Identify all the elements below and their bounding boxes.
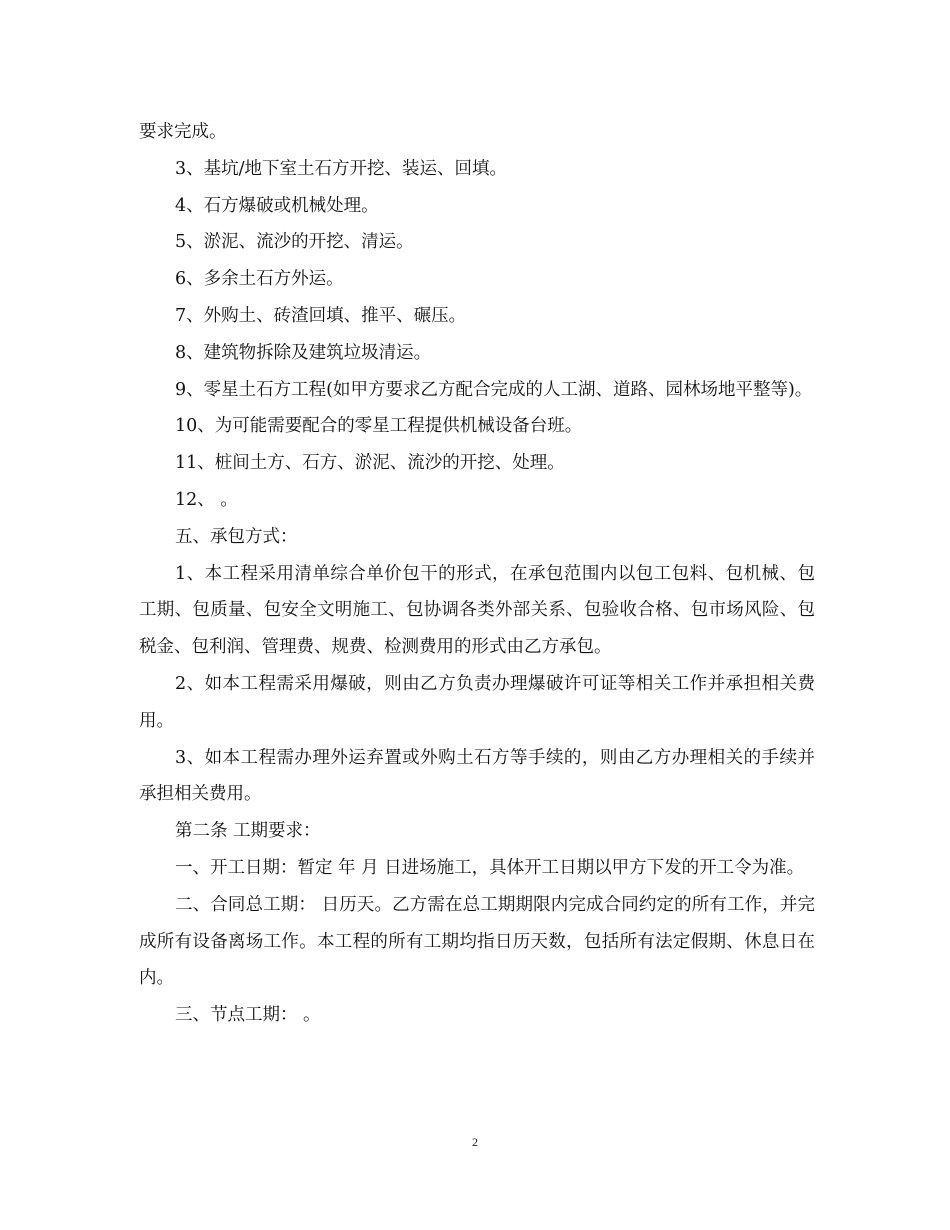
paragraph: 10、为可能需要配合的零星工程提供机械设备台班。 <box>175 416 583 437</box>
paragraph: 第二条 工期要求： <box>175 821 321 842</box>
paragraph: 9、零星土石方工程(如甲方要求乙方配合完成的人工湖、道路、园林场地平整等)。 <box>175 379 813 400</box>
paragraph: 一、开工日期：暂定 年 月 日进场施工，具体开工日期以甲方下发的开工令为准。 <box>175 857 805 878</box>
paragraph: 4、石方爆破或机械处理。 <box>175 195 379 216</box>
paragraph: 7、外购土、砖渣回填、推平、碾压。 <box>175 305 467 326</box>
paragraph: 二、合同总工期： 日历天。乙方需在总工期期限内完成合同约定的所有工作，并完成所有设备离场工作。本工程的所有工期均指日历天数，包括所有法定假期、休息日在内。 <box>139 894 815 989</box>
paragraph: 11、桩间土方、石方、淤泥、流沙的开挖、处理。 <box>175 453 565 474</box>
paragraph: 3、基坑/地下室土石方开挖、装运、回填。 <box>175 158 508 179</box>
document-body <box>139 114 815 1034</box>
paragraph: 3、如本工程需办理外运弃置或外购土石方等手续的，则由乙方办理相关的手续并承担相关费用。 <box>139 747 815 805</box>
paragraph: 1、本工程采用清单综合单价包干的形式，在承包范围内以包工包料、包机械、包工期、包质量、包安全文明施工、包协调各类外部关系、包验收合格、包市场风险、包税金、包利润、管理费、规费、检测费用的形式由乙方承包。 <box>139 563 815 658</box>
paragraph: 6、多余土石方外运。 <box>175 269 344 290</box>
paragraph: 2、如本工程需采用爆破，则由乙方负责办理爆破许可证等相关工作并承担相关费用。 <box>139 673 815 731</box>
paragraph: 要求完成。 <box>139 122 227 142</box>
paragraph: 12、 。 <box>175 489 238 510</box>
paragraph: 5、淤泥、流沙的开挖、清运。 <box>175 232 414 253</box>
page-number: 2 <box>472 1135 478 1149</box>
paragraph: 三、节点工期： 。 <box>175 1005 321 1026</box>
paragraph: 五、承包方式： <box>175 526 298 547</box>
paragraph: 8、建筑物拆除及建筑垃圾清运。 <box>175 342 432 363</box>
